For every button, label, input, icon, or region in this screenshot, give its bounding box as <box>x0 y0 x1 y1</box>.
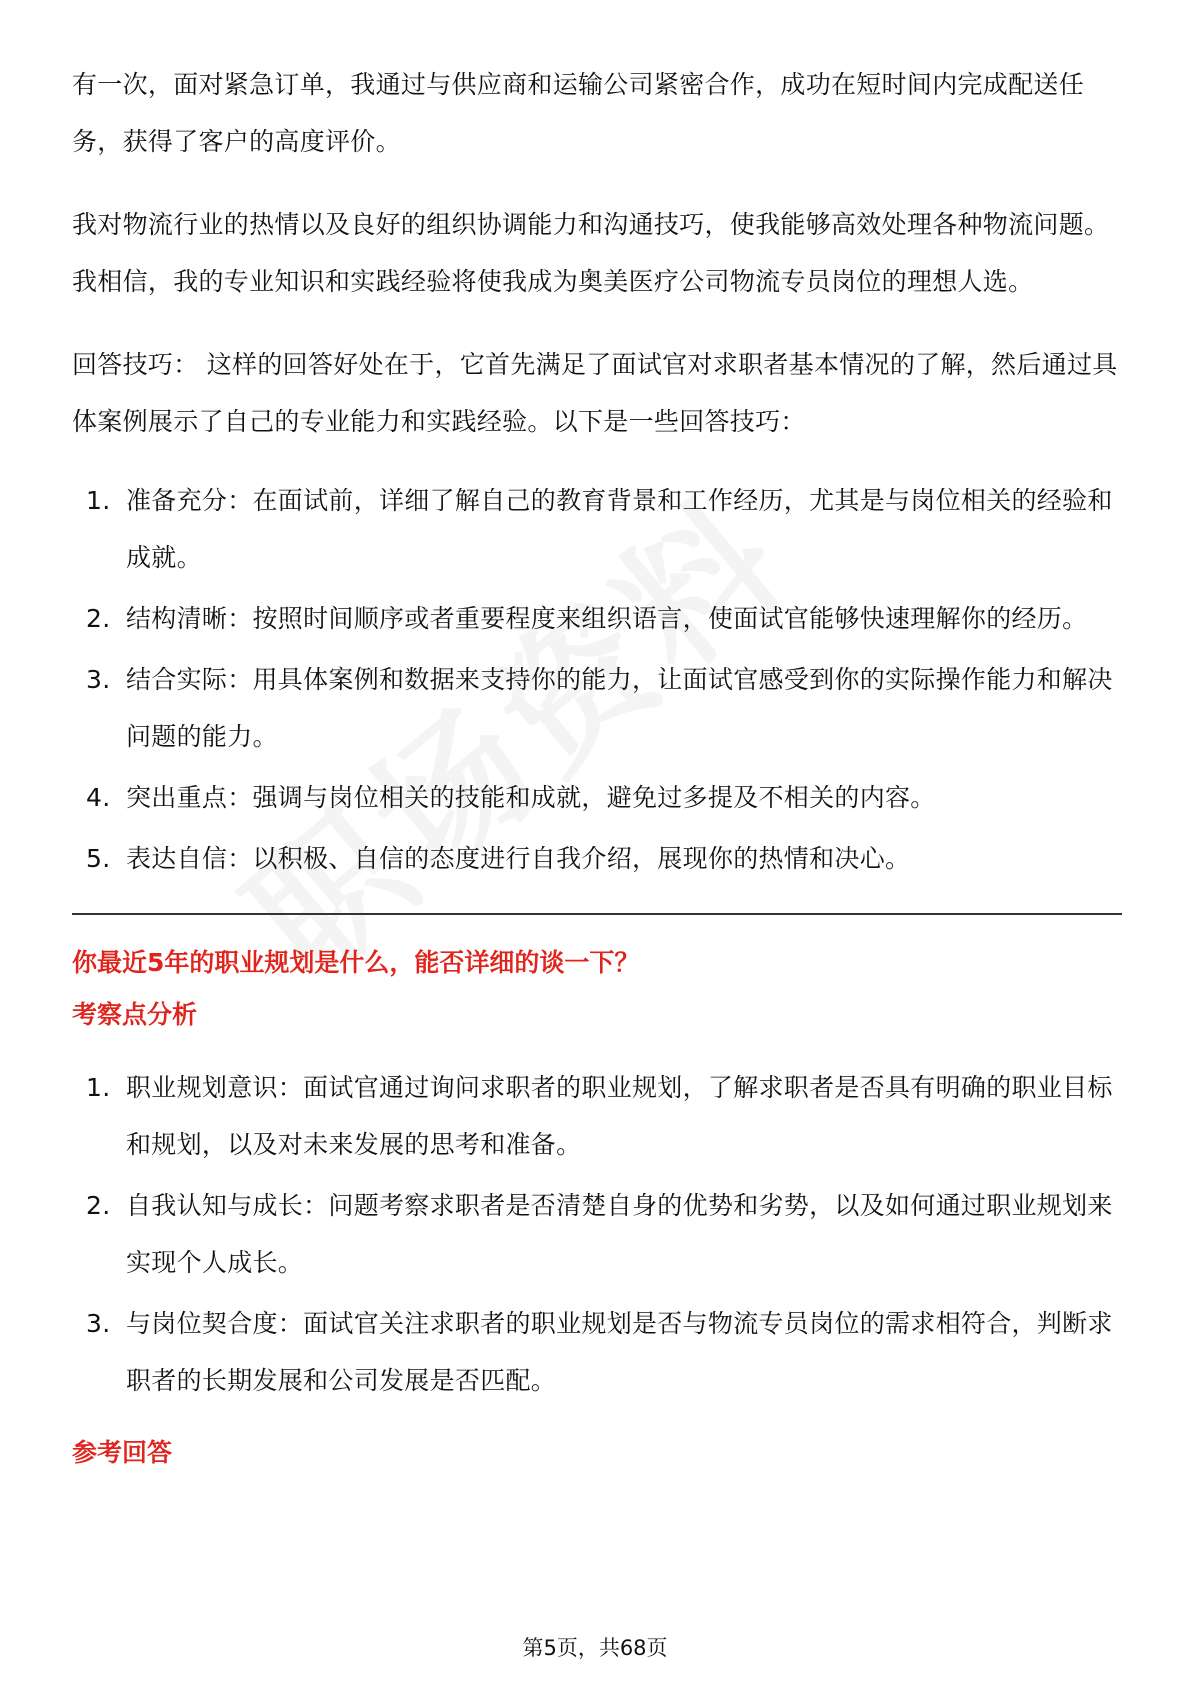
list-text: 表达自信：以积极、自信的态度进行自我介绍，展现你的热情和决心。 <box>126 844 911 873</box>
section-divider <box>72 913 1122 915</box>
analysis-list <box>72 1059 1122 1409</box>
list-item <box>72 830 1122 887</box>
answer-tips-intro: 回答技巧： 这样的回答好处在于，它首先满足了面试官对求职者基本情况的了解，然后通过具体案例展示了自己的专业能力和实践经验。以下是一些回答技巧： <box>72 350 1118 436</box>
list-number: 4. <box>86 783 111 812</box>
list-item <box>72 1177 1122 1291</box>
list-number: 3. <box>86 1309 111 1338</box>
analysis-heading: 考察点分析 <box>72 1000 198 1029</box>
list-number: 2. <box>86 604 111 633</box>
question-heading: 你最近5年的职业规划是什么，能否详细的谈一下？ <box>72 948 640 977</box>
list-item <box>72 769 1122 826</box>
list-text: 职业规划意识：面试官通过询问求职者的职业规划，了解求职者是否具有明确的职业目标和规划，以及对未来发展的思考和准备。 <box>126 1073 1113 1159</box>
list-text: 准备充分：在面试前，详细了解自己的教育背景和工作经历，尤其是与岗位相关的经验和成就。 <box>126 486 1113 572</box>
list-item <box>72 472 1122 586</box>
page-footer: 第5页，共68页 <box>522 1636 668 1660</box>
list-number: 2. <box>86 1191 111 1220</box>
list-number: 1. <box>86 486 111 515</box>
list-text: 自我认知与成长：问题考察求职者是否清楚自身的优势和劣势，以及如何通过职业规划来实现个人成长。 <box>126 1191 1113 1277</box>
list-item <box>72 651 1122 765</box>
document-page <box>72 56 1122 1473</box>
tips-list <box>72 472 1122 887</box>
list-number: 3. <box>86 665 111 694</box>
list-item <box>72 590 1122 647</box>
list-number: 5. <box>86 844 111 873</box>
list-item <box>72 1295 1122 1409</box>
reference-answer-heading: 参考回答 <box>72 1438 173 1467</box>
list-text: 结合实际：用具体案例和数据来支持你的能力，让面试官感受到你的实际操作能力和解决问题的能力。 <box>126 665 1113 751</box>
paragraph: 我对物流行业的热情以及良好的组织协调能力和沟通技巧，使我能够高效处理各种物流问题。我相信，我的专业知识和实践经验将使我成为奥美医疗公司物流专员岗位的理想人选。 <box>72 210 1110 296</box>
paragraph: 有一次，面对紧急订单，我通过与供应商和运输公司紧密合作，成功在短时间内完成配送任务，获得了客户的高度评价。 <box>72 70 1085 156</box>
list-number: 1. <box>86 1073 111 1102</box>
list-item <box>72 1059 1122 1173</box>
list-text: 突出重点：强调与岗位相关的技能和成就，避免过多提及不相关的内容。 <box>126 783 936 812</box>
list-text: 与岗位契合度：面试官关注求职者的职业规划是否与物流专员岗位的需求相符合，判断求职者的长期发展和公司发展是否匹配。 <box>126 1309 1113 1395</box>
list-text: 结构清晰：按照时间顺序或者重要程度来组织语言，使面试官能够快速理解你的经历。 <box>126 604 1088 633</box>
